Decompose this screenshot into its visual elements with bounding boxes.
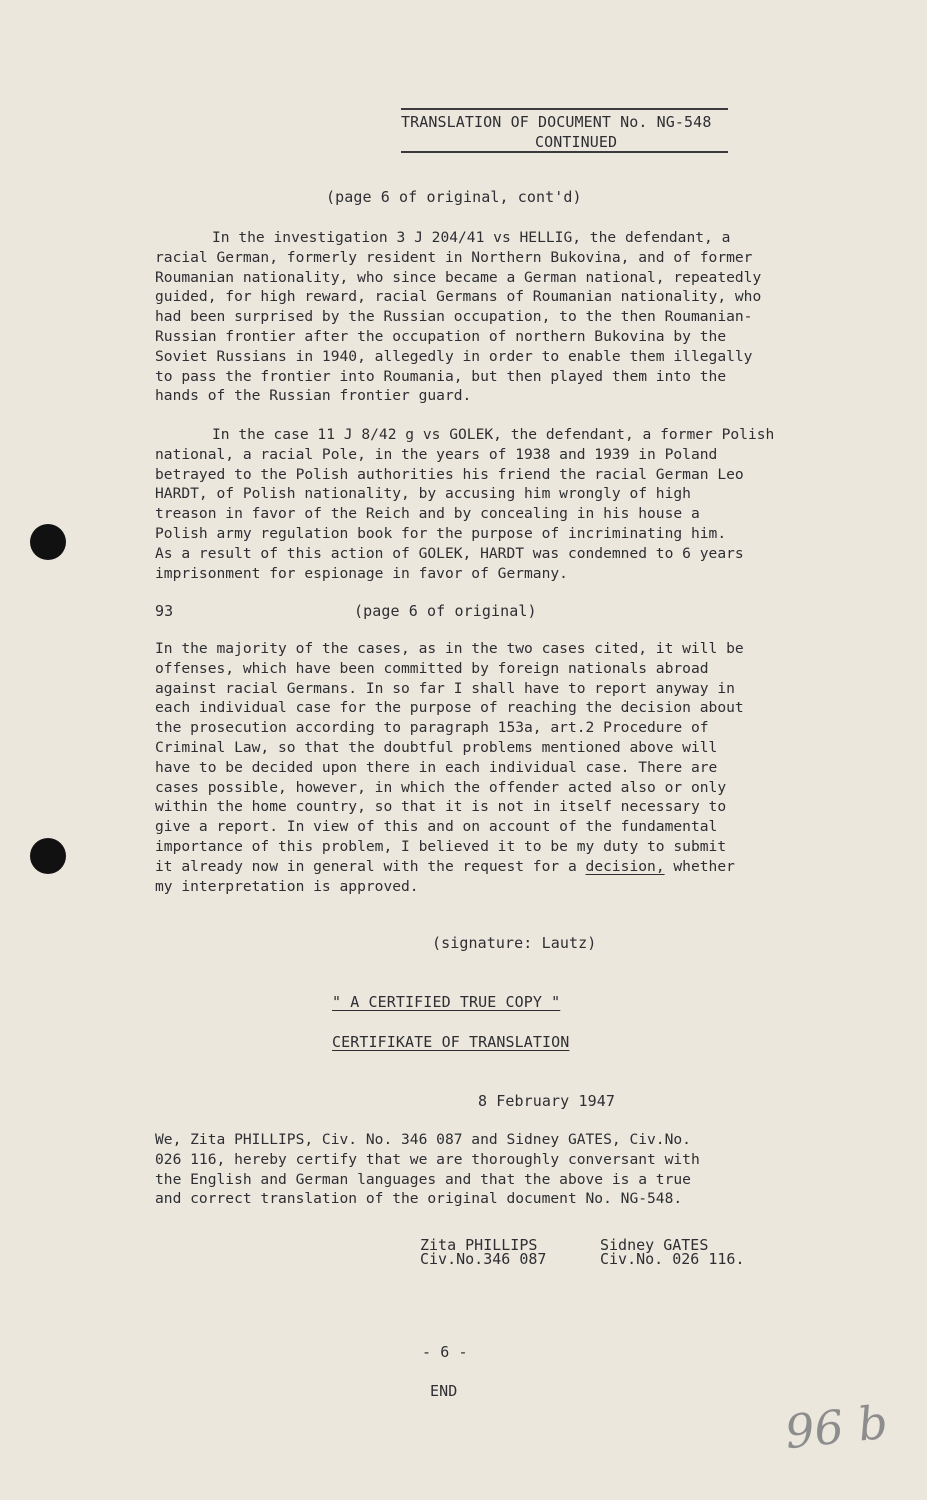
signatory-civ-number: Civ.No. 026 116. [600, 1250, 745, 1268]
page-footer: - 6 - [422, 1343, 468, 1361]
text-line: within the home country, so that it is not in itself necessary to [155, 798, 727, 816]
text-line: HARDT, of Polish nationality, by accusing him wrongly of high [155, 485, 691, 503]
text-line: my interpretation is approved. [155, 877, 419, 895]
text-segment: it already now in general with the request for a [155, 857, 586, 875]
punch-hole-lower [30, 838, 66, 874]
text-line: and correct translation of the original document No. NG-548. [155, 1190, 683, 1208]
signatory-phillips [420, 1238, 546, 1266]
certificate-text [155, 1130, 815, 1209]
text-line: imprisonment for espionage in favor of Germany. [155, 564, 568, 582]
signature-line: (signature: Lautz) [432, 934, 597, 952]
text-line: cases possible, however, in which the offender acted also or only [155, 778, 727, 796]
paragraph-majority [155, 639, 815, 896]
paragraph-hellig [155, 228, 815, 406]
text-line: guided, for high reward, racial Germans of Roumanian nationality, who [155, 288, 762, 306]
text-line: 026 116, hereby certify that we are thoroughly conversant with [155, 1150, 700, 1168]
text-line: Criminal Law, so that the doubtful problems mentioned above will [155, 738, 718, 756]
header-top-rule [401, 108, 728, 110]
text-line: each individual case for the purpose of reaching the decision about [155, 699, 744, 717]
text-segment: whether [664, 857, 735, 875]
text-line: treason in favor of the Reich and by concealing in his house a [155, 505, 700, 523]
text-line: In the case 11 J 8/42 g vs GOLEK, the defendant, a former Polish [212, 426, 775, 443]
page-reference: (page 6 of original) [354, 602, 537, 620]
text-line: We, Zita PHILLIPS, Civ. No. 346 087 and Sidney GATES, Civ.No. [155, 1131, 691, 1148]
text-line: the English and German languages and that the above is a true [155, 1170, 691, 1188]
page-reference-cont: (page 6 of original, cont'd) [326, 188, 582, 206]
text-line: hands of the Russian frontier guard. [155, 387, 472, 405]
signatory-civ-number: Civ.No.346 087 [420, 1250, 547, 1268]
text-line: In the majority of the cases, as in the two cases cited, it will be [155, 640, 744, 657]
text-line: Roumanian nationality, who since became a German national, repeatedly [155, 268, 762, 286]
text-line: have to be decided upon there in each individual case. There are [155, 758, 718, 776]
text-line: against racial Germans. In so far I shall have to report anyway in [155, 679, 735, 697]
paragraph-golek [155, 425, 815, 583]
underlined-decision: decision, [585, 857, 665, 875]
document-subtitle: CONTINUED [535, 133, 618, 151]
text-line: Polish army regulation book for the purpose of incriminating him. [155, 524, 727, 542]
text-line: Soviet Russians in 1940, allegedly in order to enable them illegally [155, 347, 753, 365]
page-number-93: 93 [155, 602, 174, 620]
signatory-gates [600, 1238, 745, 1266]
certificate-date: 8 February 1947 [478, 1092, 615, 1110]
certified-copy-label: " A CERTIFIED TRUE COPY " [332, 993, 561, 1011]
text-line: In the investigation 3 J 204/41 vs HELLIG, the defendant, a [212, 229, 731, 246]
signatory-name: Zita PHILLIPS [420, 1236, 538, 1254]
text-line: national, a racial Pole, in the years of 1938 and 1939 in Poland [155, 445, 718, 463]
text-line: Russian frontier after the occupation of northern Bukovina by the [155, 327, 727, 345]
punch-hole-upper [30, 524, 66, 560]
text-line: the prosecution according to paragraph 153a, art.2 Procedure of [155, 719, 709, 737]
text-line: offenses, which have been committed by foreign nationals abroad [155, 659, 709, 677]
text-line: racial German, formerly resident in Northern Bukovina, and of former [155, 248, 753, 266]
header-bottom-rule [401, 151, 728, 153]
text-line: to pass the frontier into Roumania, but then played them into the [155, 367, 727, 385]
document-title: TRANSLATION OF DOCUMENT No. NG-548 [401, 113, 712, 131]
text-line: importance of this problem, I believed it to be my duty to submit [155, 837, 727, 855]
certificate-heading: CERTIFIKATE OF TRANSLATION [332, 1033, 570, 1051]
text-line: had been surprised by the Russian occupation, to the then Roumanian- [155, 308, 753, 326]
signatory-name: Sidney GATES [600, 1236, 709, 1254]
text-line: betrayed to the Polish authorities his friend the racial German Leo [155, 465, 744, 483]
text-line [155, 857, 815, 877]
text-line: As a result of this action of GOLEK, HARDT was condemned to 6 years [155, 544, 744, 562]
handwritten-page-number: 96 b [782, 1394, 891, 1460]
end-marker: END [430, 1382, 458, 1400]
text-line: give a report. In view of this and on account of the fundamental [155, 818, 718, 836]
